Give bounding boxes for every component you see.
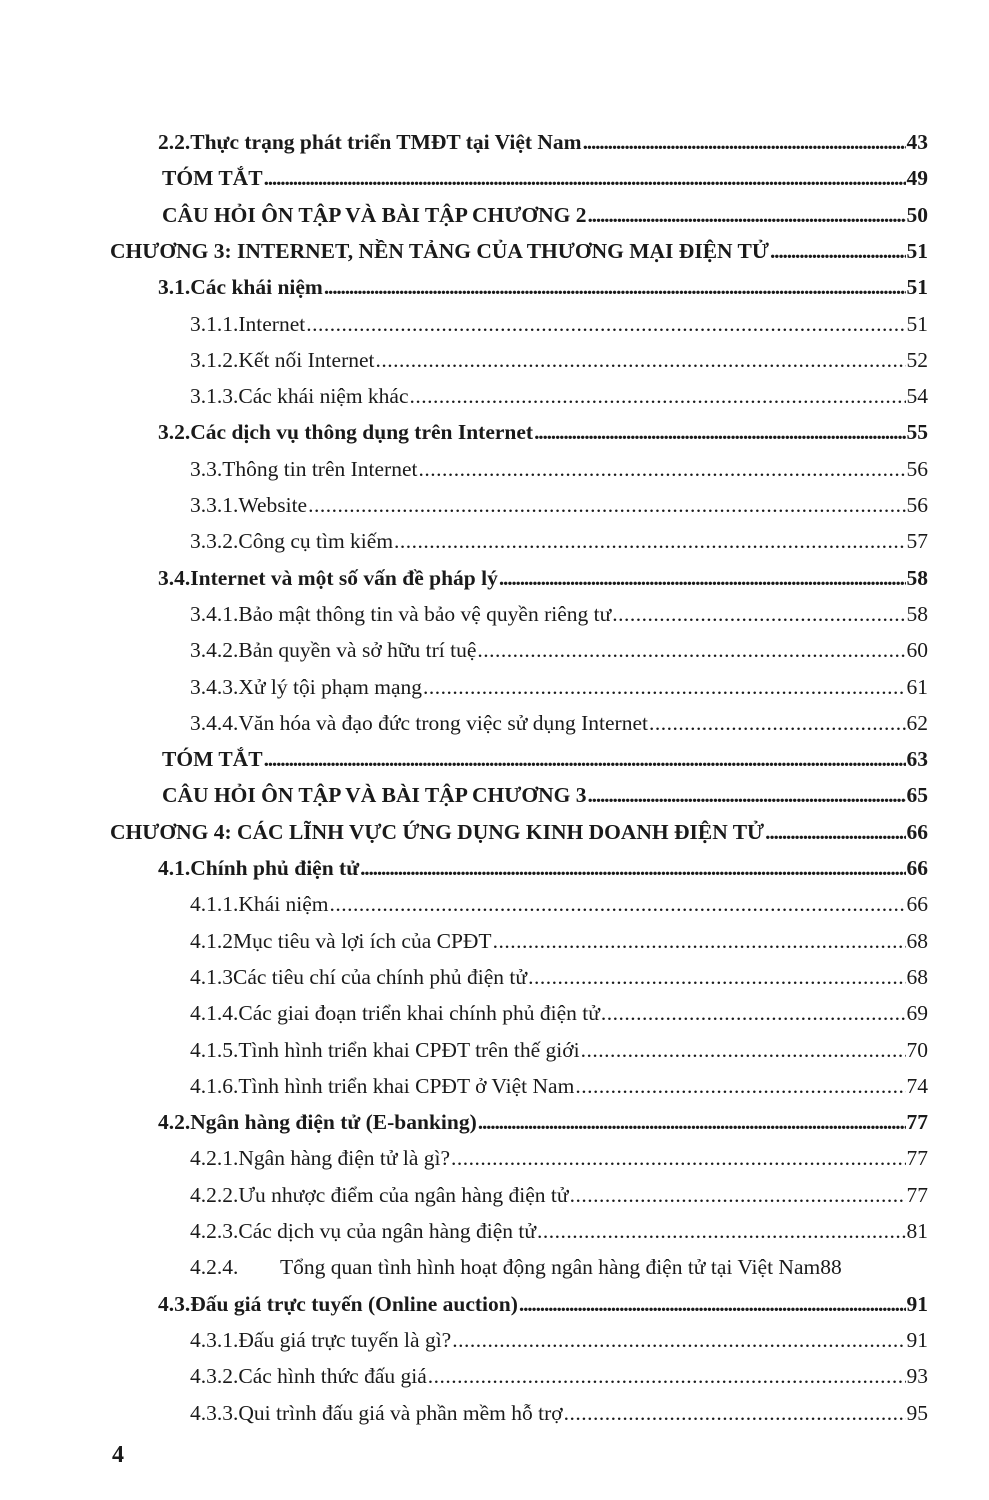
toc-entry-sub xyxy=(190,1252,932,1282)
toc-entry-title: Kết nối Internet xyxy=(238,347,375,372)
toc-entry-page: 52 xyxy=(906,347,928,372)
toc-entry-title: Ngân hàng điện tử là gì? xyxy=(238,1146,451,1171)
toc-entry-sub xyxy=(190,998,928,1028)
toc-entry-number: 3.1.3. xyxy=(190,384,239,409)
toc-entry-sub xyxy=(190,490,928,520)
toc-entry-number: 3.4.1. xyxy=(190,601,239,626)
toc-entry-title: Ngân hàng điện tử (E-banking) xyxy=(190,1110,477,1135)
toc-entry-title: Công cụ tìm kiếm xyxy=(238,529,394,554)
toc-entry-section xyxy=(158,417,928,447)
toc-entry-title: Bản quyền và sở hữu trí tuệ xyxy=(238,638,477,663)
toc-entry-number: 4.1.1. xyxy=(190,892,239,917)
toc-entry-page: 81 xyxy=(906,1219,928,1243)
toc-entry-page: 68 xyxy=(906,928,928,953)
toc-entry-title: Thực trạng phát triển TMĐT tại Việt Nam xyxy=(190,130,582,154)
toc-entry-number: 4.2.2. xyxy=(190,1182,239,1207)
toc-entry-heading xyxy=(162,200,928,230)
toc-entry-heading xyxy=(162,780,928,810)
toc-entry-page: 66 xyxy=(906,819,928,844)
toc-entry-number: 4.3.1. xyxy=(190,1327,239,1352)
toc-entry-sub xyxy=(190,889,928,919)
toc-entry-page: 50 xyxy=(906,202,928,227)
toc-entry-sub xyxy=(190,1325,928,1355)
dot-leader xyxy=(770,236,906,266)
dot-leader xyxy=(499,563,906,593)
toc-entry-page: 56 xyxy=(906,493,928,517)
dot-leader xyxy=(587,780,905,810)
toc-entry-chapter xyxy=(110,236,928,266)
dot-leader xyxy=(478,1107,906,1137)
toc-entry-page: 70 xyxy=(906,1037,928,1062)
toc-entry-title: Các dịch vụ thông dụng trên Internet xyxy=(190,420,534,445)
toc-entry-number: 4.2.3. xyxy=(190,1219,239,1243)
toc-entry-sub xyxy=(190,708,928,738)
toc-entry-title: Các dịch vụ của ngân hàng điện tử xyxy=(238,1219,537,1243)
toc-entry-sub xyxy=(190,1035,928,1065)
toc-entry-title: TÓM TẮT xyxy=(162,166,263,191)
dot-leader xyxy=(324,272,906,302)
toc-entry-title: Bảo mật thông tin và bảo vệ quyền riêng tư xyxy=(238,601,612,626)
toc-entry-number: 4.3.3. xyxy=(190,1400,239,1425)
toc-entry-number: 3.4.2. xyxy=(190,638,239,663)
toc-entry-chapter xyxy=(110,817,928,847)
toc-entry-title: CHƯƠNG 4: CÁC LĨNH VỰC ỨNG DỤNG KINH DOANH ĐIỆN TỬ xyxy=(110,819,765,844)
toc-entry-title: Văn hóa và đạo đức trong việc sử dụng Internet xyxy=(238,710,648,735)
toc-entry-number: 4.1.4. xyxy=(190,1001,239,1026)
toc-entry-page: 51 xyxy=(906,238,928,263)
toc-entry-sub xyxy=(190,599,928,629)
toc-entry-sub xyxy=(190,672,928,702)
toc-entry-title: Internet xyxy=(238,311,306,336)
toc-entry-title: Các hình thức đấu giá xyxy=(238,1364,427,1389)
dot-leader xyxy=(376,345,906,375)
dot-leader xyxy=(423,672,905,702)
toc-entry-page: 68 xyxy=(906,964,928,989)
toc-entry-section xyxy=(158,1107,928,1137)
toc-entry-number: 3.1.2. xyxy=(190,347,239,372)
toc-entry-title: Tổng quan tình hình hoạt động ngân hàng điện tử tại Việt Nam xyxy=(280,1255,821,1280)
toc-entry-number: 4.2.4. xyxy=(190,1255,239,1280)
toc-entry-page: 58 xyxy=(906,565,928,590)
dot-leader xyxy=(452,1325,905,1355)
toc-entry-title: Website xyxy=(238,493,308,517)
toc-entry-page: 62 xyxy=(906,710,928,735)
dot-leader xyxy=(451,1143,905,1173)
toc-entry-sub xyxy=(190,454,928,484)
toc-entry-page: 69 xyxy=(906,1001,928,1026)
toc-entry-number: 3.1. xyxy=(158,275,191,300)
dot-leader xyxy=(410,381,906,411)
toc-entry-heading xyxy=(162,163,928,193)
toc-entry-page: 58 xyxy=(906,601,928,626)
toc-entry-title: Các giai đoạn triển khai chính phủ điện tử xyxy=(238,1001,600,1026)
toc-entry-section xyxy=(158,1289,928,1319)
toc-entry-title: Khái niệm xyxy=(238,892,329,917)
toc-entry-sub xyxy=(190,926,928,956)
toc-entry-title: Các khái niệm khác xyxy=(238,384,409,409)
toc-entry-page: 88 xyxy=(820,1255,842,1280)
toc-entry-page: 55 xyxy=(906,420,928,445)
dot-leader xyxy=(564,1398,906,1428)
dot-leader xyxy=(581,1035,906,1065)
toc-entry-sub xyxy=(190,1216,928,1246)
dot-leader xyxy=(575,1071,905,1101)
toc-entry-section xyxy=(158,272,928,302)
dot-leader xyxy=(330,889,906,919)
toc-entry-sub xyxy=(190,962,928,992)
dot-leader xyxy=(264,744,906,774)
toc-entry-sub xyxy=(190,1143,928,1173)
toc-entry-page: 74 xyxy=(906,1073,928,1098)
toc-entry-section xyxy=(158,853,928,883)
dot-leader xyxy=(601,998,906,1028)
toc-entry-sub xyxy=(190,1361,928,1391)
toc-entry-section xyxy=(158,563,928,593)
dot-leader xyxy=(649,708,906,738)
toc-entry-number: 4.3. xyxy=(158,1291,191,1316)
toc-entry-number: 2.2. xyxy=(158,130,191,154)
toc-entry-page: 65 xyxy=(906,783,928,808)
toc-entry-page: 51 xyxy=(906,275,928,300)
toc-entry-number: 4.2. xyxy=(158,1110,191,1135)
dot-leader xyxy=(570,1180,906,1210)
toc-entry-sub xyxy=(190,1180,928,1210)
toc-entry-page: 56 xyxy=(906,456,928,481)
toc-entry-number: 4.1. xyxy=(158,856,191,880)
toc-entry-number: 4.1.3 xyxy=(190,964,233,989)
toc-entry-page: 63 xyxy=(906,747,928,772)
toc-entry-page: 77 xyxy=(906,1110,928,1135)
toc-entry-title: Xử lý tội phạm mạng xyxy=(238,674,423,699)
toc-entry-number: 4.3.2. xyxy=(190,1364,239,1389)
toc-entry-number: 4.2.1. xyxy=(190,1146,239,1171)
dot-leader xyxy=(428,1361,906,1391)
dot-leader xyxy=(537,1216,905,1246)
page-number: 4 xyxy=(112,1442,124,1468)
dot-leader xyxy=(308,490,905,520)
toc-entry-title: Internet và một số vấn đề pháp lý xyxy=(190,565,498,590)
toc-entry-page: 95 xyxy=(906,1400,928,1425)
toc-entry-page: 66 xyxy=(906,892,928,917)
dot-leader xyxy=(528,962,905,992)
toc-entry-title: Các tiêu chí của chính phủ điện tử xyxy=(233,964,528,989)
dot-leader xyxy=(519,1289,906,1319)
toc-entry-title: Thông tin trên Internet xyxy=(222,456,418,481)
toc-entry-number: 4.1.5. xyxy=(190,1037,239,1062)
toc-entry-page: 77 xyxy=(906,1182,928,1207)
toc-entry-page: 51 xyxy=(906,311,928,336)
toc-entry-number: 3.3.1. xyxy=(190,493,239,517)
toc-entry-sub xyxy=(190,309,928,339)
toc-entry-title: TÓM TẮT xyxy=(162,747,263,772)
toc-entry-title: Mục tiêu và lợi ích của CPĐT xyxy=(233,928,492,953)
toc-entry-page: 49 xyxy=(906,166,928,191)
toc-entry-page: 66 xyxy=(906,856,928,880)
toc-entry-title: Qui trình đấu giá và phần mềm hỗ trợ xyxy=(238,1400,563,1425)
toc-entry-page: 91 xyxy=(906,1291,928,1316)
toc-entry-sub xyxy=(190,635,928,665)
dot-leader xyxy=(612,599,905,629)
toc-entry-page: 57 xyxy=(906,529,928,554)
toc-entry-page: 43 xyxy=(906,130,928,154)
toc-entry-number: 3.3.2. xyxy=(190,529,239,554)
dot-leader xyxy=(360,853,905,883)
dot-leader xyxy=(477,635,905,665)
toc-entry-sub xyxy=(190,381,928,411)
toc-entry-section xyxy=(158,127,928,157)
toc-entry-number: 3.4. xyxy=(158,565,191,590)
toc-entry-sub xyxy=(190,345,928,375)
dot-leader xyxy=(394,526,905,556)
toc-entry-page: 77 xyxy=(906,1146,928,1171)
toc-entry-page: 54 xyxy=(906,384,928,409)
toc-entry-title: CÂU HỎI ÔN TẬP VÀ BÀI TẬP CHƯƠNG 3 xyxy=(162,783,587,808)
toc-entry-number: 3.1.1. xyxy=(190,311,239,336)
dot-leader xyxy=(583,127,906,157)
toc-entry-title: Ưu nhược điểm của ngân hàng điện tử xyxy=(238,1182,569,1207)
toc-entry-heading xyxy=(162,744,928,774)
toc-entry-title: Đấu giá trực tuyến là gì? xyxy=(238,1327,452,1352)
toc-entry-title: CÂU HỎI ÔN TẬP VÀ BÀI TẬP CHƯƠNG 2 xyxy=(162,202,587,227)
toc-entry-number: 3.3. xyxy=(190,456,223,481)
dot-leader xyxy=(493,926,906,956)
toc-entry-title: Tình hình triển khai CPĐT ở Việt Nam xyxy=(238,1073,575,1098)
toc-entry-number: 3.4.3. xyxy=(190,674,239,699)
toc-entry-sub xyxy=(190,1398,928,1428)
dot-leader xyxy=(587,200,905,230)
toc-entry-number: 4.1.6. xyxy=(190,1073,239,1098)
dot-leader xyxy=(534,417,905,447)
toc-entry-number: 3.2. xyxy=(158,420,191,445)
toc-entry-title: Tình hình triển khai CPĐT trên thế giới xyxy=(238,1037,580,1062)
toc-entry-title: Đấu giá trực tuyến (Online auction) xyxy=(190,1291,518,1316)
dot-leader xyxy=(264,163,906,193)
toc-entry-page: 91 xyxy=(906,1327,928,1352)
toc-entry-page: 60 xyxy=(906,638,928,663)
dot-leader xyxy=(765,817,905,847)
toc-entry-title: CHƯƠNG 3: INTERNET, NỀN TẢNG CỦA THƯƠNG MẠI ĐIỆN TỬ xyxy=(110,238,769,263)
toc-entry-title: Chính phủ điện tử xyxy=(190,856,360,880)
toc-entry-sub xyxy=(190,526,928,556)
toc-entry-number: 3.4.4. xyxy=(190,710,239,735)
toc-entry-page: 61 xyxy=(906,674,928,699)
toc-entry-sub xyxy=(190,1071,928,1101)
dot-leader xyxy=(418,454,905,484)
dot-leader xyxy=(306,309,905,339)
toc-entry-number: 4.1.2 xyxy=(190,928,233,953)
toc-entry-page: 93 xyxy=(906,1364,928,1389)
toc-entry-title: Các khái niệm xyxy=(190,275,323,300)
